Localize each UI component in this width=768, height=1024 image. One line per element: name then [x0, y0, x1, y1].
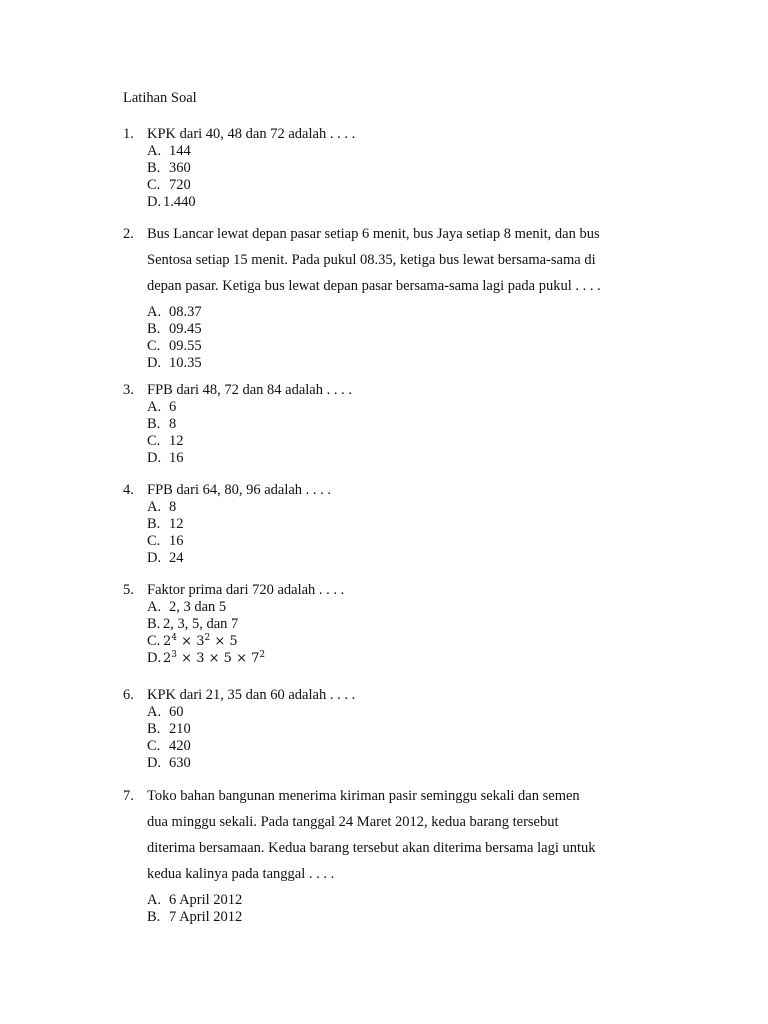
option-letter: C. [147, 738, 161, 754]
option-letter: A. [147, 143, 162, 159]
option-text: 12 [169, 433, 184, 449]
option-text: 6 April 2012 [169, 892, 243, 908]
option-letter: C. [147, 177, 161, 193]
option-text: 8 [169, 416, 177, 432]
question-number: 3. [123, 382, 134, 398]
question-text: FPB dari 48, 72 dan 84 adalah . . . . [147, 382, 352, 398]
question-7 [123, 783, 653, 926]
question-text-line: diterima bersamaan. Kedua barang tersebut akan diterima bersama lagi untuk [147, 840, 596, 856]
option-b [147, 721, 653, 738]
question-text-line: Bus Lancar lewat depan pasar setiap 6 menit, bus Jaya setiap 8 menit, dan bus [147, 226, 600, 242]
question-text-line: Toko bahan bangunan menerima kiriman pasir seminggu sekali dan semen [147, 788, 580, 804]
question-6 [123, 687, 653, 772]
option-letter: D. [147, 550, 162, 566]
option-a [147, 399, 653, 416]
question-text-line: kedua kalinya pada tanggal . . . . [147, 866, 335, 882]
option-b [147, 516, 653, 533]
option-d [147, 755, 653, 772]
option-text: 360 [169, 160, 191, 176]
option-b [147, 160, 653, 177]
option-d [147, 550, 653, 567]
option-letter: D. [147, 450, 162, 466]
option-letter: B. [147, 416, 161, 432]
question-5 [123, 582, 653, 667]
option-text: 1.440 [163, 194, 196, 210]
option-letter: C. [147, 433, 161, 449]
option-text: 2, 3, 5, dan 7 [163, 616, 239, 632]
option-letter: B. [147, 321, 161, 337]
question-number: 2. [123, 226, 134, 242]
option-math: $2^4 \times 3^2 \times 5$ [163, 633, 238, 649]
option-letter: B. [147, 160, 161, 176]
question-1 [123, 126, 653, 211]
option-text: 144 [169, 143, 191, 159]
option-b [147, 321, 653, 338]
option-letter: D. [147, 194, 162, 210]
option-text: 720 [169, 177, 191, 193]
option-text: 630 [169, 755, 191, 771]
option-letter: B. [147, 616, 161, 632]
option-a [147, 599, 653, 616]
option-d [147, 650, 653, 667]
question-3 [123, 382, 653, 467]
option-b [147, 416, 653, 433]
option-letter: A. [147, 399, 162, 415]
option-c [147, 433, 653, 450]
question-text: FPB dari 64, 80, 96 adalah . . . . [147, 482, 332, 498]
option-math: $2^3 \times 3 \times 5 \times 7^2$ [163, 650, 266, 666]
option-letter: D. [147, 355, 162, 371]
option-text: 16 [169, 450, 184, 466]
option-c [147, 533, 653, 550]
option-text: 210 [169, 721, 191, 737]
option-letter: C. [147, 533, 161, 549]
option-a [147, 499, 653, 516]
question-text: Faktor prima dari 720 adalah . . . . [147, 582, 345, 598]
question-number: 5. [123, 582, 134, 598]
option-b [147, 616, 653, 633]
option-letter: C. [147, 338, 161, 354]
option-c [147, 177, 653, 194]
option-text: 08.37 [169, 304, 202, 320]
option-text: 12 [169, 516, 184, 532]
option-a [147, 143, 653, 160]
question-4 [123, 482, 653, 567]
option-letter: A. [147, 599, 162, 615]
option-text: 7 April 2012 [169, 909, 243, 925]
option-text: 24 [169, 550, 184, 566]
page-title: Latihan Soal [123, 90, 197, 106]
option-text: 16 [169, 533, 184, 549]
option-text: 10.35 [169, 355, 202, 371]
option-a [147, 304, 653, 321]
option-letter: A. [147, 892, 162, 908]
question-2 [123, 221, 653, 372]
option-text: 2, 3 dan 5 [169, 599, 227, 615]
option-c [147, 633, 653, 650]
option-letter: D. [147, 755, 162, 771]
question-text-line: dua minggu sekali. Pada tanggal 24 Maret 2012, kedua barang tersebut [147, 814, 559, 830]
option-letter: D. [147, 650, 162, 666]
option-d [147, 450, 653, 467]
option-letter: B. [147, 516, 161, 532]
option-c [147, 338, 653, 355]
option-b [147, 909, 653, 926]
option-a [147, 704, 653, 721]
option-letter: B. [147, 721, 161, 737]
question-number: 7. [123, 788, 134, 804]
option-d [147, 194, 653, 211]
option-text: 8 [169, 499, 177, 515]
option-d [147, 355, 653, 372]
option-text: 09.55 [169, 338, 202, 354]
question-text-line: depan pasar. Ketiga bus lewat depan pasar bersama-sama lagi pada pukul . . . . [147, 278, 601, 294]
option-letter: A. [147, 304, 162, 320]
question-number: 1. [123, 126, 134, 142]
question-text-line: Sentosa setiap 15 menit. Pada pukul 08.35, ketiga bus lewat bersama-sama di [147, 252, 596, 268]
option-letter: A. [147, 499, 162, 515]
option-c [147, 738, 653, 755]
question-text: KPK dari 21, 35 dan 60 adalah . . . . [147, 687, 356, 703]
option-text: 09.45 [169, 321, 202, 337]
question-number: 4. [123, 482, 134, 498]
option-letter: C. [147, 633, 161, 649]
option-text: 6 [169, 399, 177, 415]
option-a [147, 892, 653, 909]
option-text: 60 [169, 704, 184, 720]
question-text: KPK dari 40, 48 dan 72 adalah . . . . [147, 126, 356, 142]
question-number: 6. [123, 687, 134, 703]
option-text: 420 [169, 738, 191, 754]
option-letter: B. [147, 909, 161, 925]
option-letter: A. [147, 704, 162, 720]
